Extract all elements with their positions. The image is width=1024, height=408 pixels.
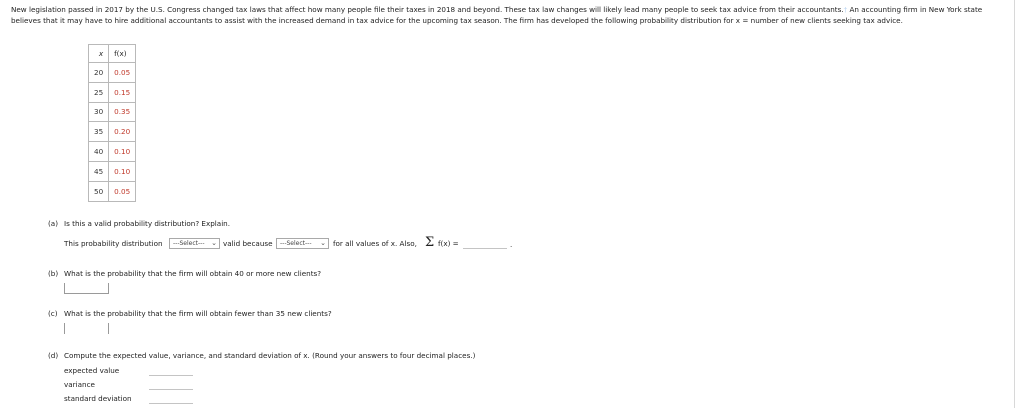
sum-input[interactable] <box>463 237 507 249</box>
part-c-label: (c) <box>48 309 58 318</box>
sum-period: . <box>510 240 513 249</box>
cell-fx: 0.10 <box>109 142 136 162</box>
part-d-question: Compute the expected value, variance, and standard deviation of x. (Round your answers to four decimal places.) <box>64 351 476 360</box>
expected-value-input[interactable] <box>149 364 193 376</box>
footnote-marker[interactable]: † <box>843 5 848 14</box>
table-row <box>89 161 136 181</box>
cell-fx: 0.05 <box>109 63 136 83</box>
cell-fx: 0.20 <box>109 122 136 142</box>
sum-term: f(x) = <box>438 239 459 248</box>
reason-select[interactable] <box>276 238 329 249</box>
cell-x: 45 <box>89 161 109 181</box>
cell-x: 35 <box>89 122 109 142</box>
expected-value-label: expected value <box>64 366 120 375</box>
chevron-down-icon: ⌄ <box>320 239 326 247</box>
probability-table <box>88 44 136 202</box>
part-c-input[interactable] <box>64 323 109 334</box>
cell-fx: 0.35 <box>109 102 136 122</box>
cell-x: 50 <box>89 181 109 201</box>
table-row <box>89 181 136 201</box>
reason-select-value: ---Select--- <box>280 240 312 247</box>
problem-intro <box>11 5 1006 26</box>
chevron-down-icon: ⌄ <box>211 239 217 247</box>
scrollbar-edge <box>1014 0 1015 408</box>
table-row <box>89 63 136 83</box>
valid-select[interactable] <box>169 238 220 249</box>
cell-fx: 0.05 <box>109 181 136 201</box>
cell-x: 20 <box>89 63 109 83</box>
part-c-question: What is the probability that the firm will obtain fewer than 35 new clients? <box>64 309 332 318</box>
cell-fx: 0.15 <box>109 82 136 102</box>
table-header-row <box>89 45 136 63</box>
std-dev-label: standard deviation <box>64 394 132 403</box>
part-a-question: Is this a valid probability distribution? Explain. <box>64 219 231 228</box>
part-a-sentence-start: This probability distribution <box>64 239 163 248</box>
intro-text-2: An accounting firm in New York state believes that it may have to hire additional accountants to assist with the increased demand in tax advice for the upcoming tax season. The firm has developed the following probability distribution for x = number of new clients seeking tax advice. <box>11 5 983 25</box>
part-a-end-text: for all values of x. Also, <box>333 239 417 248</box>
part-a-mid-text: valid because <box>223 239 273 248</box>
table-row <box>89 82 136 102</box>
sum-expression <box>425 235 465 250</box>
cell-x: 30 <box>89 102 109 122</box>
std-dev-input[interactable] <box>149 392 193 404</box>
part-d-label: (d) <box>48 351 59 360</box>
sigma-symbol: Σ <box>425 235 435 250</box>
cell-fx: 0.10 <box>109 161 136 181</box>
header-fx: f(x) <box>109 45 136 63</box>
intro-text-1: New legislation passed in 2017 by the U.S. Congress changed tax laws that affect how many people file their taxes in 2018 and beyond. These tax law changes will likely lead many people to seek tax advice from their accountants. <box>11 5 844 14</box>
cell-x: 25 <box>89 82 109 102</box>
cell-x: 40 <box>89 142 109 162</box>
part-b-label: (b) <box>48 269 59 278</box>
table-row <box>89 102 136 122</box>
header-x: x <box>89 45 109 63</box>
variance-input[interactable] <box>149 378 193 390</box>
part-b-input[interactable] <box>64 283 109 294</box>
part-b-question: What is the probability that the firm will obtain 40 or more new clients? <box>64 269 322 278</box>
valid-select-value: ---Select--- <box>173 240 205 247</box>
part-a-label: (a) <box>48 219 59 228</box>
table-row <box>89 142 136 162</box>
table-row <box>89 122 136 142</box>
variance-label: variance <box>64 380 95 389</box>
